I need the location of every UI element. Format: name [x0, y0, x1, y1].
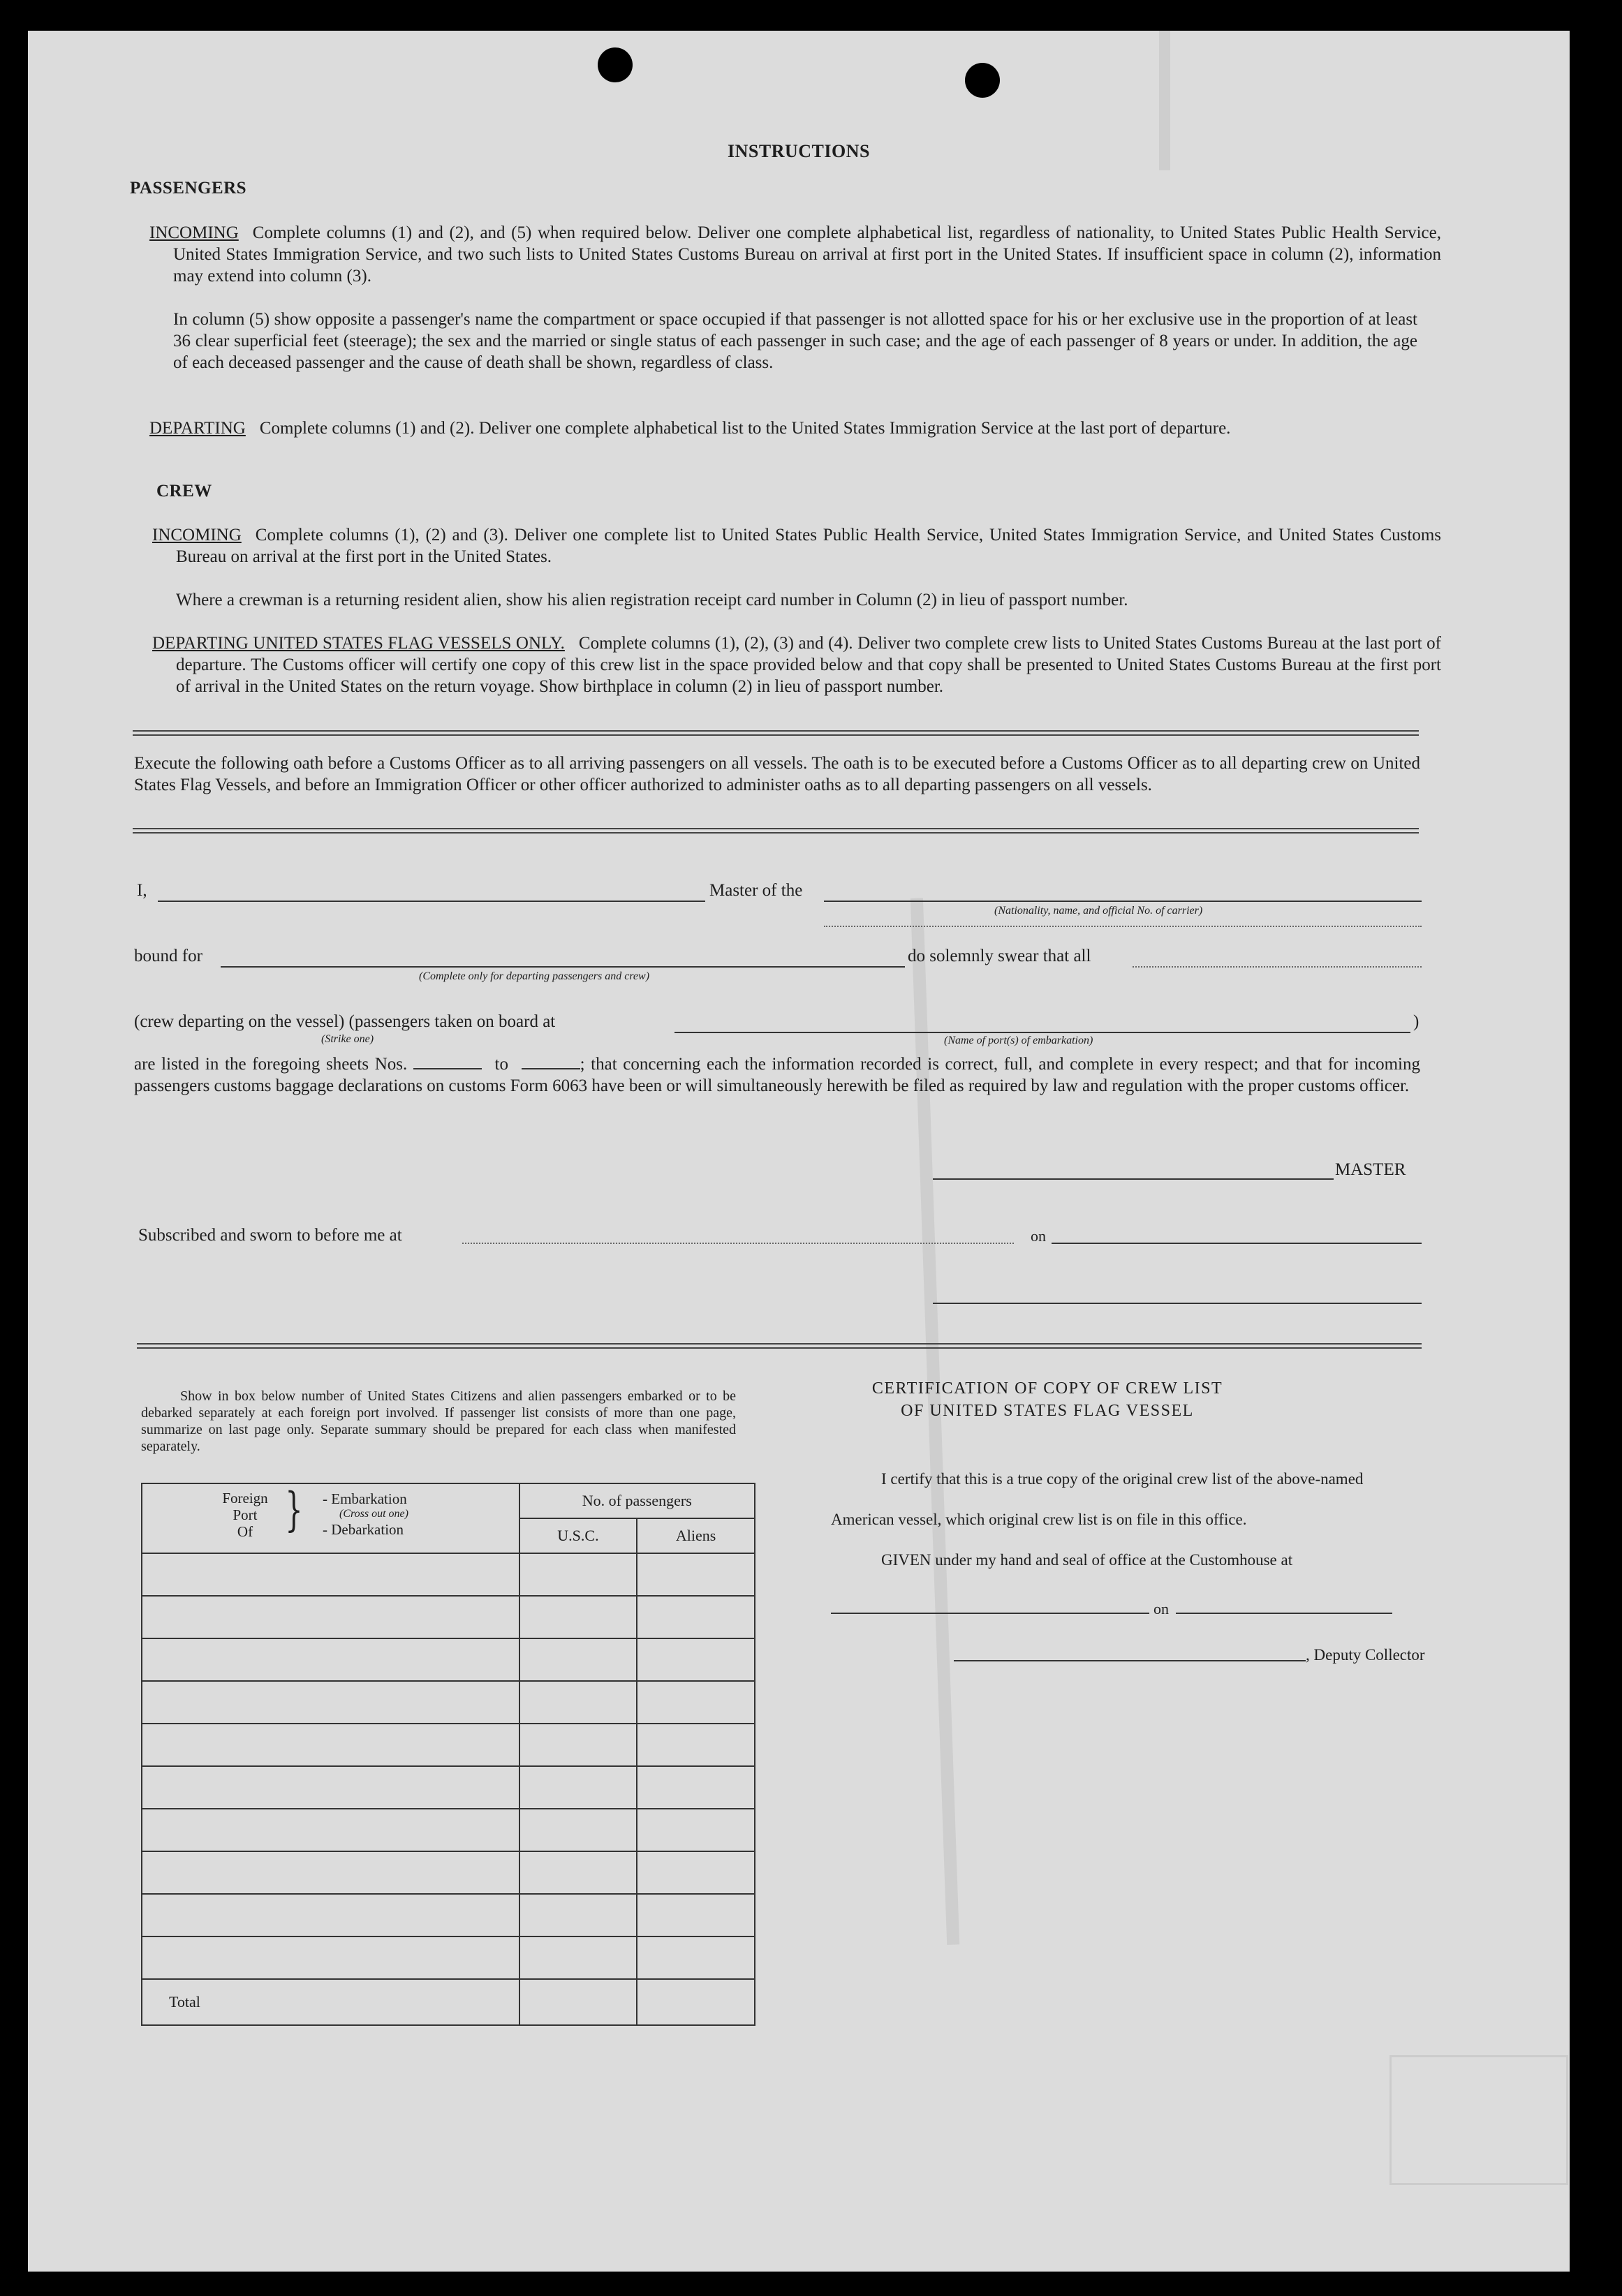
passengers-incoming-paragraph — [149, 222, 1441, 287]
port-row — [142, 1766, 755, 1809]
master-name-field[interactable] — [158, 901, 705, 902]
subscribed-label: Subscribed and sworn to before me at — [138, 1226, 402, 1245]
embarkation-caption: (Name of port(s) of embarkation) — [944, 1035, 1093, 1046]
embarkation-port-field[interactable] — [674, 1032, 1410, 1033]
port-row — [142, 1681, 755, 1724]
subscribed-on-label: on — [1031, 1227, 1046, 1245]
port-cell[interactable] — [142, 1553, 519, 1596]
sheet-from-field[interactable] — [413, 1056, 482, 1069]
master-signature-field[interactable] — [933, 1178, 1334, 1180]
usc-cell[interactable] — [519, 1681, 637, 1724]
crew-incoming-text: Complete columns (1), (2) and (3). Deliver one complete list to United States Public Health Service, United States Immigration Service, and United States Customs Bureau on arrival at the first port in the United States. — [176, 526, 1441, 566]
bound-for-label: bound for — [134, 947, 202, 965]
carrier-caption: (Nationality, name, and official No. of carrier) — [994, 905, 1203, 917]
crew-departing-text: Complete columns (1), (2), (3) and (4). Deliver two complete crew lists to United States Customs Bureau at the last port of departure. The Customs officer will certify one copy of this crew list in the space provided below and that copy shall be presented to United States Customs Bureau at the first port of arrival in the United States on the return voyage. Show birthplace in column (2) in lieu of passport number. — [176, 634, 1441, 696]
port-row — [142, 1851, 755, 1894]
embark-debark-labels: - Embarkation (Cross out one) - Debarkation — [323, 1490, 408, 1538]
punch-hole-left — [598, 47, 633, 82]
port-row — [142, 1553, 755, 1596]
port-row — [142, 1936, 755, 1979]
crew-incoming-label: INCOMING — [152, 526, 242, 545]
aliens-cell[interactable] — [637, 1724, 755, 1766]
subscribed-date-field[interactable] — [1052, 1243, 1422, 1244]
listed-text-end: ; that concerning each the information recorded is correct, full, and complete in every respect; and that for incoming passengers customs baggage declarations on customs Form 6063 have been or will simultaneously herewith be filed as required by law and regulation with the proper customs officer. — [134, 1055, 1420, 1095]
passengers-incoming-text: Complete columns (1) and (2), and (5) when required below. Deliver one complete alphabetical list, regardless of nationality, to United States Public Health Service, United States Immigration Service, and two such lists to United States Customs Bureau on arrival at first port in the United States. If insufficient space in column (2), information may extend into column (3). — [173, 223, 1441, 286]
deputy-collector-label: , Deputy Collector — [1306, 1646, 1425, 1664]
oath-i-label: I, — [137, 881, 147, 900]
aliens-cell[interactable] — [637, 1851, 755, 1894]
crew-departing-paragraph — [152, 632, 1441, 697]
listed-text-start: are listed in the foregoing sheets Nos. — [134, 1055, 408, 1074]
crew-departing-label: (crew departing on the vessel) (passengers taken on board at — [134, 1012, 556, 1031]
usc-cell[interactable] — [519, 1724, 637, 1766]
listed-text-to: to — [494, 1055, 508, 1074]
swear-trailing-line — [1133, 966, 1422, 968]
bound-for-field[interactable] — [221, 966, 905, 968]
passengers-departing-text: Complete columns (1) and (2). Deliver one complete alphabetical list to the United States Immigration Service at the last port of departure. — [259, 419, 1231, 438]
punch-hole-right — [965, 63, 1000, 98]
total-label: Total — [142, 1979, 519, 2025]
section-divider — [133, 828, 1419, 834]
usc-cell[interactable] — [519, 1894, 637, 1936]
aliens-cell[interactable] — [637, 1766, 755, 1809]
master-label: MASTER — [1335, 1160, 1406, 1179]
aliens-cell[interactable] — [637, 1553, 755, 1596]
subscribed-place-field[interactable] — [462, 1243, 1014, 1244]
certify-line1: I certify that this is a true copy of the original crew list of the above-named — [881, 1470, 1364, 1488]
usc-cell[interactable] — [519, 1809, 637, 1851]
crew-resident-paragraph: Where a crewman is a returning resident alien, show his alien registration receipt card number in Column (2) in lieu of passport number. — [176, 591, 1128, 609]
port-row — [142, 1724, 755, 1766]
aliens-header: Aliens — [637, 1518, 755, 1553]
port-cell[interactable] — [142, 1894, 519, 1936]
aliens-cell[interactable] — [637, 1638, 755, 1681]
certify-line2: American vessel, which original crew list is on file in this office. — [831, 1511, 1247, 1528]
page-title: INSTRUCTIONS — [728, 141, 870, 161]
port-header-cell — [142, 1483, 519, 1553]
oath-listed-paragraph — [134, 1053, 1420, 1097]
total-usc-cell[interactable] — [519, 1979, 637, 2025]
aliens-cell[interactable] — [637, 1936, 755, 1979]
customhouse-field[interactable] — [831, 1613, 1149, 1614]
box-instruction-paragraph: Show in box below number of United States Citizens and alien passengers embarked or to be debarked separately at each foreign port involved. If passenger list consists of more than one page, summarize on last page only. Separate summary should be prepared for each class when manifested separately. — [141, 1388, 736, 1454]
carrier-field[interactable] — [824, 901, 1422, 902]
certification-date-field[interactable] — [1176, 1613, 1392, 1614]
port-row — [142, 1638, 755, 1681]
total-aliens-cell[interactable] — [637, 1979, 755, 2025]
section-divider — [137, 1343, 1422, 1349]
carrier-second-line — [824, 926, 1422, 927]
port-cell[interactable] — [142, 1596, 519, 1638]
bound-for-caption: (Complete only for departing passengers and crew) — [419, 970, 650, 982]
port-cell[interactable] — [142, 1638, 519, 1681]
usc-cell[interactable] — [519, 1638, 637, 1681]
foreign-port-of-label: Foreign Port Of — [222, 1490, 268, 1540]
usc-cell[interactable] — [519, 1936, 637, 1979]
ports-summary-table — [141, 1483, 755, 2026]
strike-caption: (Strike one) — [321, 1033, 374, 1045]
port-cell[interactable] — [142, 1681, 519, 1724]
usc-cell[interactable] — [519, 1766, 637, 1809]
aliens-cell[interactable] — [637, 1809, 755, 1851]
crew-heading: CREW — [156, 482, 212, 501]
aliens-cell[interactable] — [637, 1681, 755, 1724]
section-divider — [133, 730, 1419, 736]
passengers-departing-paragraph — [149, 417, 1441, 439]
port-row — [142, 1596, 755, 1638]
close-paren: ) — [1413, 1012, 1420, 1031]
deputy-collector-signature-field[interactable] — [954, 1660, 1306, 1661]
aliens-cell[interactable] — [637, 1596, 755, 1638]
no-passengers-header: No. of passengers — [519, 1483, 755, 1518]
certification-title-line1: CERTIFICATION OF COPY OF CREW LIST — [871, 1379, 1223, 1398]
total-row — [142, 1979, 755, 2025]
passengers-departing-label: DEPARTING — [149, 419, 246, 438]
crew-incoming-paragraph — [152, 524, 1441, 568]
usc-cell[interactable] — [519, 1596, 637, 1638]
port-cell[interactable] — [142, 1851, 519, 1894]
sheet-to-field[interactable] — [522, 1056, 580, 1069]
port-cell[interactable] — [142, 1766, 519, 1809]
port-rows — [142, 1553, 755, 1979]
column5-paragraph: In column (5) show opposite a passenger's name the compartment or space occupied if that passenger is not allotted space for his or her exclusive use in the proportion of at least 36 clear superficial feet (steerage); the sex and the married or single status of each passenger in such case; and the age of each passenger of 8 years or under. In addition, the age of each deceased passenger and the cause of death shall be shown, regardless of class. — [173, 310, 1417, 372]
passengers-incoming-label: INCOMING — [149, 223, 239, 242]
brace-mark: } — [285, 1483, 303, 1536]
master-of-label: Master of the — [709, 881, 803, 900]
usc-header: U.S.C. — [519, 1518, 637, 1553]
passengers-heading: PASSENGERS — [130, 179, 247, 198]
officer-signature-field[interactable] — [933, 1303, 1422, 1304]
crew-departing-label: DEPARTING UNITED STATES FLAG VESSELS ONLY. — [152, 634, 565, 653]
port-row — [142, 1894, 755, 1936]
port-cell[interactable] — [142, 1724, 519, 1766]
aliens-cell[interactable] — [637, 1894, 755, 1936]
given-text: GIVEN under my hand and seal of office at the Customhouse at — [881, 1551, 1293, 1569]
port-row — [142, 1809, 755, 1851]
form-page — [28, 31, 1570, 2272]
certification-title-line2: OF UNITED STATES FLAG VESSEL — [901, 1402, 1194, 1420]
usc-cell[interactable] — [519, 1851, 637, 1894]
usc-cell[interactable] — [519, 1553, 637, 1596]
oath-instruction-paragraph: Execute the following oath before a Customs Officer as to all arriving passengers on all vessels. The oath is to be executed before a Customs Officer as to all departing crew on United States Flag Vessels, and before an Immigration Officer or other officer authorized to administer oaths as to all departing passengers on all vessels. — [134, 754, 1420, 794]
port-cell[interactable] — [142, 1936, 519, 1979]
bleed-through-mark — [1389, 2055, 1568, 2185]
port-cell[interactable] — [142, 1809, 519, 1851]
certification-on-label: on — [1153, 1600, 1169, 1617]
swear-label: do solemnly swear that all — [908, 947, 1091, 965]
